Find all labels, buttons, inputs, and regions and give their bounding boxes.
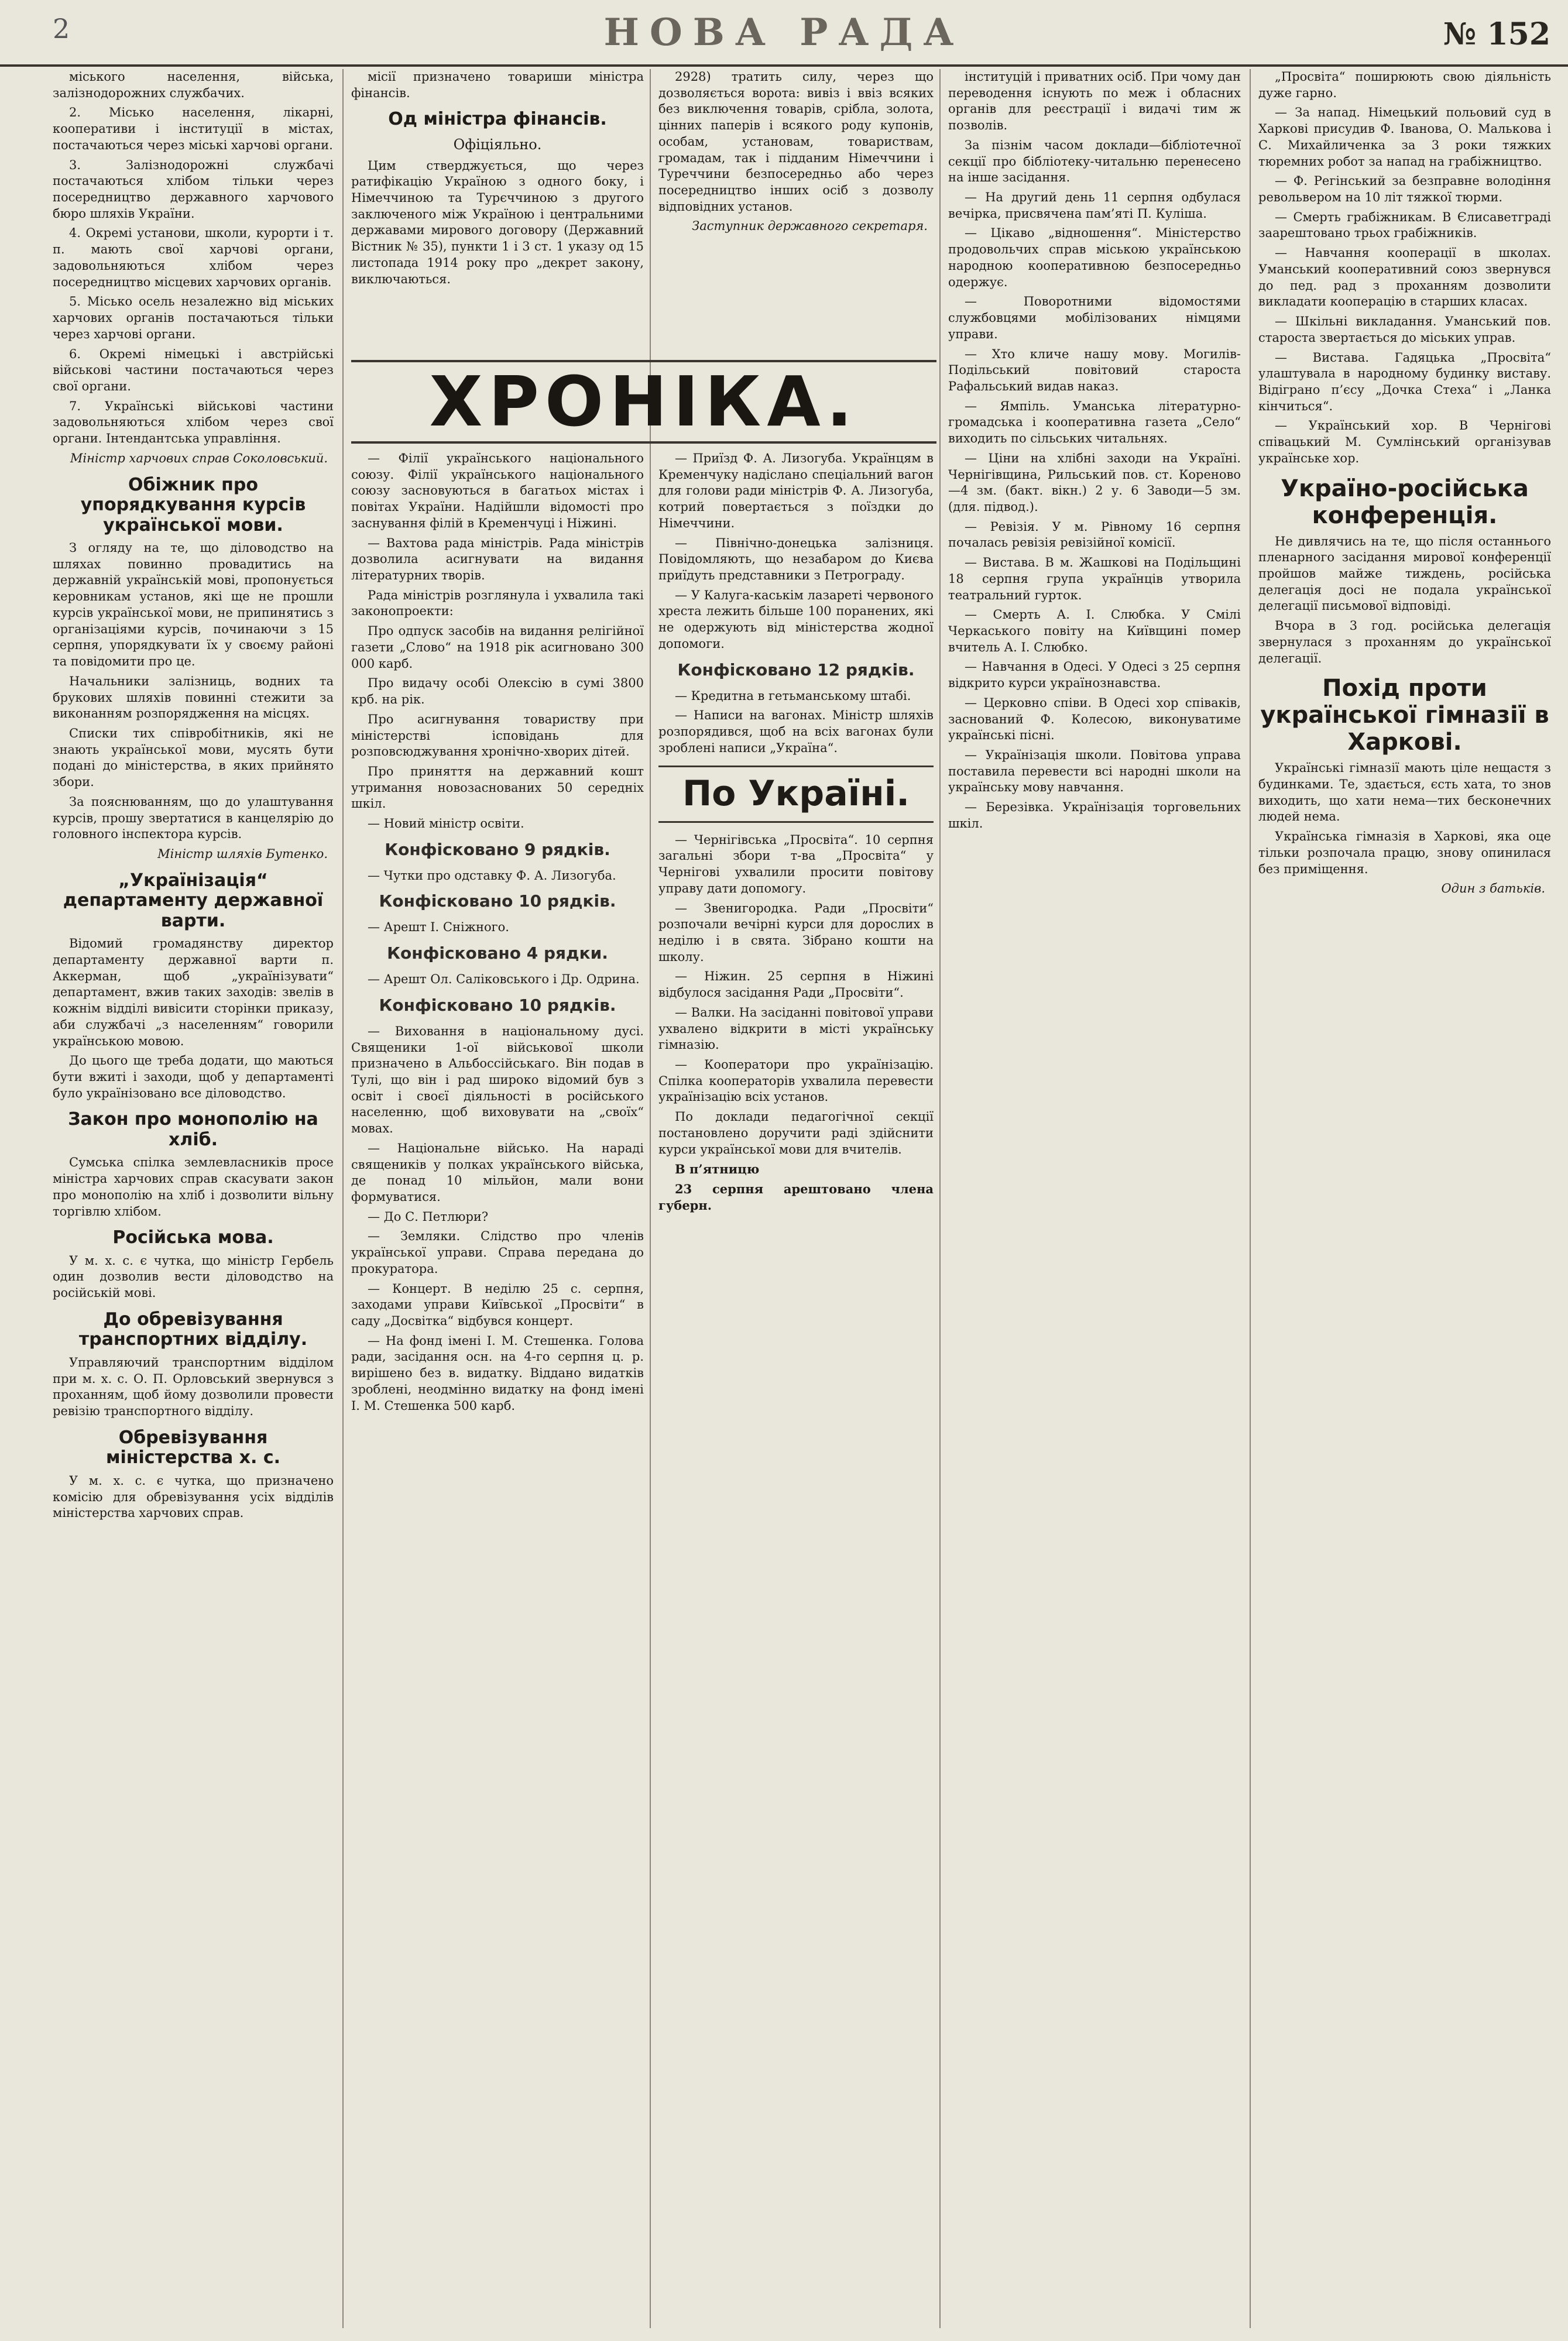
article-heading: „Українізація“ департаменту державної варти. xyxy=(63,870,324,931)
paragraph: За пояснюванням, що до улаштування курсів, прошу звертатися в канцелярію до головного інспектора курсів. xyxy=(53,794,334,842)
column-rule xyxy=(1250,69,1251,2328)
paragraph: — На другий день 11 серпня одбулася вечірка, присвячена пам’яті П. Куліша. xyxy=(948,190,1241,221)
paragraph: — Виховання в національному дусі. Священики 1-ої військової школи призначено в Альбоссійськаго. Він подав в Тулі, що він і рад широко відомий був з освіт і своєї діяльності в російського населенню, щоб виховувати на „своїх“ мовах. xyxy=(351,1024,644,1136)
article-heading: До обревізування транспортних відділу. xyxy=(78,1309,308,1350)
paragraph: До цього ще треба додати, що маються бути вжиті і заходи, щоб у департаменті було українізовано все діловодство. xyxy=(53,1053,334,1100)
page-number: 2 xyxy=(53,13,70,44)
article-heading: Обіжник про упорядкування курсів української мови. xyxy=(80,474,306,536)
paragraph: — Кооператори про українізацію. Спілка кооператорів ухвалила перевести українізацію всіх установ. xyxy=(658,1057,934,1104)
paragraph: Цим стверджується, що через ратифікацію Україною з одного боку, і Німеччиною та Турєччиною з другого заключеного між Україною і центральними державами мирового договору (Державний Вістник № 35), пункти 1 і 3 ст. 1 указу од 15 листопада 1914 року про „декрет закону, виключаються. xyxy=(351,158,644,286)
column-rule xyxy=(342,69,344,2328)
bottom-note-line: В п’ятницю xyxy=(675,1162,760,1177)
paragraph: — У Калуга-каськім лазареті червоного хреста лежить більше 100 поранених, які не одержують від міністерства жодної допомоги. xyxy=(658,588,934,651)
paragraph: — Чутки про одставку Ф. А. Лизогуба. xyxy=(368,868,616,883)
paragraph: — Земляки. Слідство про членів української управи. Справа передана до прокуратора. xyxy=(351,1229,644,1276)
paragraph: — Вистава. В м. Жашкові на Подільщині 18 серпня група українців утворила театральний гурток. xyxy=(948,555,1241,602)
censorship-note: Конфісковано 12 рядків. xyxy=(677,660,915,679)
masthead: НОВА РАДА xyxy=(603,11,965,54)
signature: Один з батьків. xyxy=(1441,881,1545,896)
article-heading: Україно-російська конференція. xyxy=(1281,475,1529,529)
paragraph: Управляючий транспортним відділом при м. х. с. О. П. Орловський звернувся з проханням, щоб йому дозволили провести ревізію транспортного відділу. xyxy=(53,1355,334,1419)
article-heading: Обревізування міністерства х. с. xyxy=(105,1427,281,1468)
column-2-top xyxy=(351,69,644,350)
censorship-note: Конфісковано 9 рядків. xyxy=(385,839,610,859)
paragraph: Рада міністрів розглянула і ухвалила такі законопроекти: xyxy=(351,588,644,619)
issue-number: № 152 xyxy=(1443,16,1550,52)
paragraph: — Написи на вагонах. Міністр шляхів розпорядився, щоб на всіх вагонах були зроблені написи „Україна“. xyxy=(658,708,934,755)
paragraph: Відомий громадянству директор департаменту державної варти п. Аккерман, щоб „українізувати“ департамент, вжив таких заходів: звелів в кожнім відділі вивісити сторінки приказу, аби службачі „з населенням“ говорили українською мовою. xyxy=(53,936,334,1048)
article-heading: Закон про монополію на хліб. xyxy=(68,1109,318,1150)
paragraph: З огляду на те, що діловодство на шляхах повинно провадитись на державній українській мові, пропонується керовникам установ, які ще не прошли курсів української мови, не припинятись з організаціями курсів, починаючи з 15 серпня, упорядкувати їх у своєму районі та повідомити про це. xyxy=(53,541,334,669)
paragraph: — Національне військо. На нараді священиків у полках українського війська, де понад 10 мільйон, мали вони формуватися. xyxy=(351,1141,644,1204)
paragraph: — Церковно співи. В Одесі хор співаків, заснований Ф. Колесою, виконуватиме українські пісні. xyxy=(948,695,1241,743)
paragraph: Не дивлячись на те, що після останнього пленарного засідання мирової конференції пройшов майже тиждень, російська делегація досі не подала української делегації письмової відповіді. xyxy=(1258,534,1551,613)
paragraph: — Приїзд Ф. А. Лизогуба. Українцям в Кременчуку надіслано спеціальний вагон для голови ради міністрів Ф. А. Лизогуба, котрий повертається з поїздки до Німеччини. xyxy=(658,451,934,530)
paragraph: — Ф. Регінський за безправне володіння револьвером на 10 літ тяжкої тюрми. xyxy=(1258,174,1551,205)
paragraph: 2. Місько населення, лікарні, кооперативи і інституції в містах, постачаються через міські харчові органи. xyxy=(53,105,334,152)
paragraph: Сумська спілка землевласників просе міністра харчових справ скасувати закон про монополію на хліб і дозволити вільну торгівлю хлібом. xyxy=(53,1155,334,1218)
paragraph: Про приняття на державний кошт утримання новозаснованих 50 середніх шкіл. xyxy=(351,764,644,811)
paragraph: Вчора в 3 год. російська делегація звернулася з проханням до української делегації. xyxy=(1258,619,1551,665)
column-1 xyxy=(53,69,334,2334)
paragraph: — До С. Петлюри? xyxy=(368,1209,489,1224)
column-rule xyxy=(939,69,941,2328)
column-5 xyxy=(1258,69,1551,2334)
paragraph: — Арешт І. Сніжного. xyxy=(368,920,509,935)
paragraph: — Смерть грабіжникам. В Єлисаветграді заарештовано трьох грабіжників. xyxy=(1258,210,1551,241)
paragraph: — Український хор. В Чернігові співацький М. Сумлінський організував українське хор. xyxy=(1258,418,1551,465)
paragraph: — Смерть А. І. Слюбка. У Смілі Черкаського повіту на Київщині помер вчитель А. І. Слюбко. xyxy=(948,607,1241,654)
paragraph: — Ніжин. 25 серпня в Ніжині відбулося засідання Ради „Просвіти“. xyxy=(658,969,934,1000)
paragraph: — Ямпіль. Уманська літературно-громадська і кооперативна газета „Село“ виходить по сільських читальнях. xyxy=(948,399,1241,446)
paragraph: Про видачу особі Олексію в сумі 3800 крб. на рік. xyxy=(351,676,644,707)
paragraph: Українська гімназія в Харкові, яка оце тільки розпочала працю, знову опинилася без приміщення. xyxy=(1258,829,1551,876)
paragraph: — Цікаво „відношення“. Міністерство продовольчих справ міською українською народною кооперативною безпосередньо одержує. xyxy=(948,226,1241,289)
paragraph: У м. х. с. є чутка, що міністр Гербель один дозволив вести діловодство на російській мові. xyxy=(53,1253,334,1300)
article-heading: Од міністра фінансів. xyxy=(388,109,607,130)
paragraph: У м. х. с. є чутка, що призначено комісію для обревізування усіх відділів міністерства харчових справ. xyxy=(53,1473,334,1520)
paragraph: Списки тих співробітників, які не знають української мови, мусять бути подані до міністерства, в яких прийнято збори. xyxy=(53,726,334,790)
paragraph: — Чернігівська „Просвіта“. 10 серпня загальні збори т-ва „Просвіта“ у Чернігові ухвалили просити повітову управу дати допомогу. xyxy=(658,832,934,895)
paragraph: — Кредитна в гетьманському штабі. xyxy=(675,688,911,703)
column-3 xyxy=(658,451,934,2335)
paragraph: — За напад. Німецький польовий суд в Харкові присудив Ф. Іванова, О. Малькова і С. Михайличенка за 3 роки тяжких тюремних робот за напад на грабіжництво. xyxy=(1258,105,1551,169)
paragraph: — Шкільні викладання. Уманський пов. староста звертається до міських управ. xyxy=(1258,314,1551,345)
column-4 xyxy=(948,69,1241,2334)
paragraph: — Вистава. Гадяцька „Просвіта“ улаштувала в народному будинку виставу. Відіграно п’єсу „Дочка Стеха“ і „Ланка кінчиться“. xyxy=(1258,350,1551,413)
article-heading: Похід проти української гімназії в Харкові. xyxy=(1260,675,1549,756)
paragraph: Начальники залізниць, водних та брукових шляхів повинні стежити за виконанням розпорядження на місцях. xyxy=(53,674,334,721)
paragraph: — Ціни на хлібні заходи на Україні. Чернігівщина, Рильський пов. ст. Кореново—4 зм. (бакт. вікн.) 2 у. 6 Заводи—5 зм. (для. підвод.). xyxy=(948,451,1241,514)
bottom-note-line: 23 серпня арештовано члена губерн. xyxy=(658,1182,934,1213)
paragraph: — Українізація школи. Повітова управа поставила перевести всі народні школи на українську мову навчання. xyxy=(948,748,1241,795)
paragraph: — Філії українського національного союзу. Філії українського національного союзу засновуються в багатьох містах і повітах України. Надійшли відомості про заснування філій в Кременчуці і Ніжині. xyxy=(351,451,644,530)
paragraph: 4. Окремі установи, школи, курорти і т. п. мають свої харчові органи, задовольняються хлібом через посередництво місцевих харчових органів. xyxy=(53,226,334,289)
paragraph: — Концерт. В неділю 25 с. серпня, заходами управи Київської „Просвіти“ в саду „Досвітка“ відбувся концерт. xyxy=(351,1281,644,1328)
paragraph: — Валки. На засіданні повітової управи ухвалено відкрити в місті українську гімназію. xyxy=(658,1005,934,1052)
paragraph: — На фонд імені І. М. Стешенка. Голова ради, засідання осн. на 4-го серпня ц. р. вирішено без в. видатку. Віддано видатків зроблені, неодмінно видатку на фонд імені І. М. Стешенка 500 карб. xyxy=(351,1333,644,1413)
signature: Міністр шляхів Бутенко. xyxy=(157,846,328,861)
signature: Заступник державного секретаря. xyxy=(692,219,928,234)
paragraph: — Новий міністр освіти. xyxy=(368,816,524,831)
paragraph: 6. Окремі німецькі і австрійські військові частини постачаються через свої органи. xyxy=(53,346,334,393)
page-header xyxy=(0,0,1568,67)
section-title: По Україні. xyxy=(658,766,934,822)
paragraph: 5. Місько осель незалежно від міських харчових органів постачаються тільки через харчові органи. xyxy=(53,294,334,341)
censorship-note: Конфісковано 10 рядків. xyxy=(379,891,616,911)
paragraph: „Просвіта“ поширюють свою діяльність дуже гарно. xyxy=(1258,70,1551,100)
censorship-note: Конфісковано 10 рядків. xyxy=(379,995,616,1015)
paragraph: місії призначено товариши міністра фінансів. xyxy=(351,70,644,100)
column-3-top xyxy=(658,69,934,350)
article-subheading: Офіціяльно. xyxy=(453,136,542,153)
paragraph: — Ревізія. У м. Рівному 16 серпня почалась ревізія ревізійної комісії. xyxy=(948,519,1241,550)
paragraph: — Поворотними відомостями службовцями мобілізованих німцями управи. xyxy=(948,294,1241,341)
article-heading: Російська мова. xyxy=(112,1227,274,1248)
paragraph: — Навчання кооперації в школах. Уманський кооперативний союз звернувся до пед. рад з проханням дозволити викладати кооперацію в старших класах. xyxy=(1258,246,1551,309)
paragraph: міського населення, війська, залізнодорожних службачих. xyxy=(53,70,334,100)
paragraph: — Навчання в Одесі. У Одесі з 25 серпня відкрито курси українознавства. xyxy=(948,660,1241,691)
paragraph: інституцій і приватних осіб. При чому дан переводення існують по меж і обласних органів для реєстрації і видачі тим ж позволів. xyxy=(948,70,1241,133)
signature: Міністр харчових справ Соколовський. xyxy=(70,451,328,465)
paragraph: 2928) тратить силу, через що дозволяється ворота: вивіз і ввіз всяких без виключення товарів, срібла, золота, цінних паперів і всякого роду купонів, особам, установам, товариствам, громадам, так і підданим Німеччини і Туреччини безпосередньо або через посередництво інших осіб з дозволу відповідних установ. xyxy=(658,70,934,214)
paragraph: Українські гімназії мають ціле нещастя з будинками. Те, здається, єсть хата, то знов виходить, що хати нема—тих бесконечних людей нема. xyxy=(1258,761,1551,824)
paragraph: — Вахтова рада міністрів. Рада міністрів дозволила асигнувати на видання літературних творів. xyxy=(351,536,644,583)
paragraph: 7. Українські військові частини задовольняються хлібом через свої органи. Інтендантська управління. xyxy=(53,399,334,446)
censorship-note: Конфісковано 4 рядки. xyxy=(387,943,608,963)
paragraph: — Арешт Ол. Саліковського і Др. Одрина. xyxy=(368,972,640,987)
paragraph: — Звенигородка. Ради „Просвіти“ розпочали вечірні курси для дорослих в неділю і в свята. Зібрано кошти на школу. xyxy=(658,901,934,964)
paragraph: 3. Залізнодорожні службачі постачаються хлібом тільки через посередництво державного харчового бюро шляхів України. xyxy=(53,157,334,221)
paragraph: По доклади педагогічної секції постановлено доручити раді здійснити курси української мови для вчителів. xyxy=(658,1110,934,1156)
paragraph: — Північно-донецька залізниця. Повідомляють, що незабаром до Києва приїдуть представники з Петрограду. xyxy=(658,536,934,583)
paragraph: — Березівка. Українізація торговельних шкіл. xyxy=(948,800,1241,830)
paragraph: Про одпуск засобів на видання релігійної газети „Слово“ на 1918 рік асигновано 300 000 карб. xyxy=(351,624,644,671)
column-2 xyxy=(351,451,644,2335)
chronicle-title: ХРОНІКА. xyxy=(351,360,936,444)
paragraph: — Хто кличе нашу мову. Могилів-Подільський повітовий староста Рафальський видав наказ. xyxy=(948,346,1241,393)
paragraph: За пізнім часом доклади—бібліотечної секції про бібліотеку-читальню перенесено на інше засідання. xyxy=(948,138,1241,185)
paragraph: Про асигнування товариству при міністерстві ісповідань для розповсюджування хронічно-хворих дітей. xyxy=(351,712,644,759)
